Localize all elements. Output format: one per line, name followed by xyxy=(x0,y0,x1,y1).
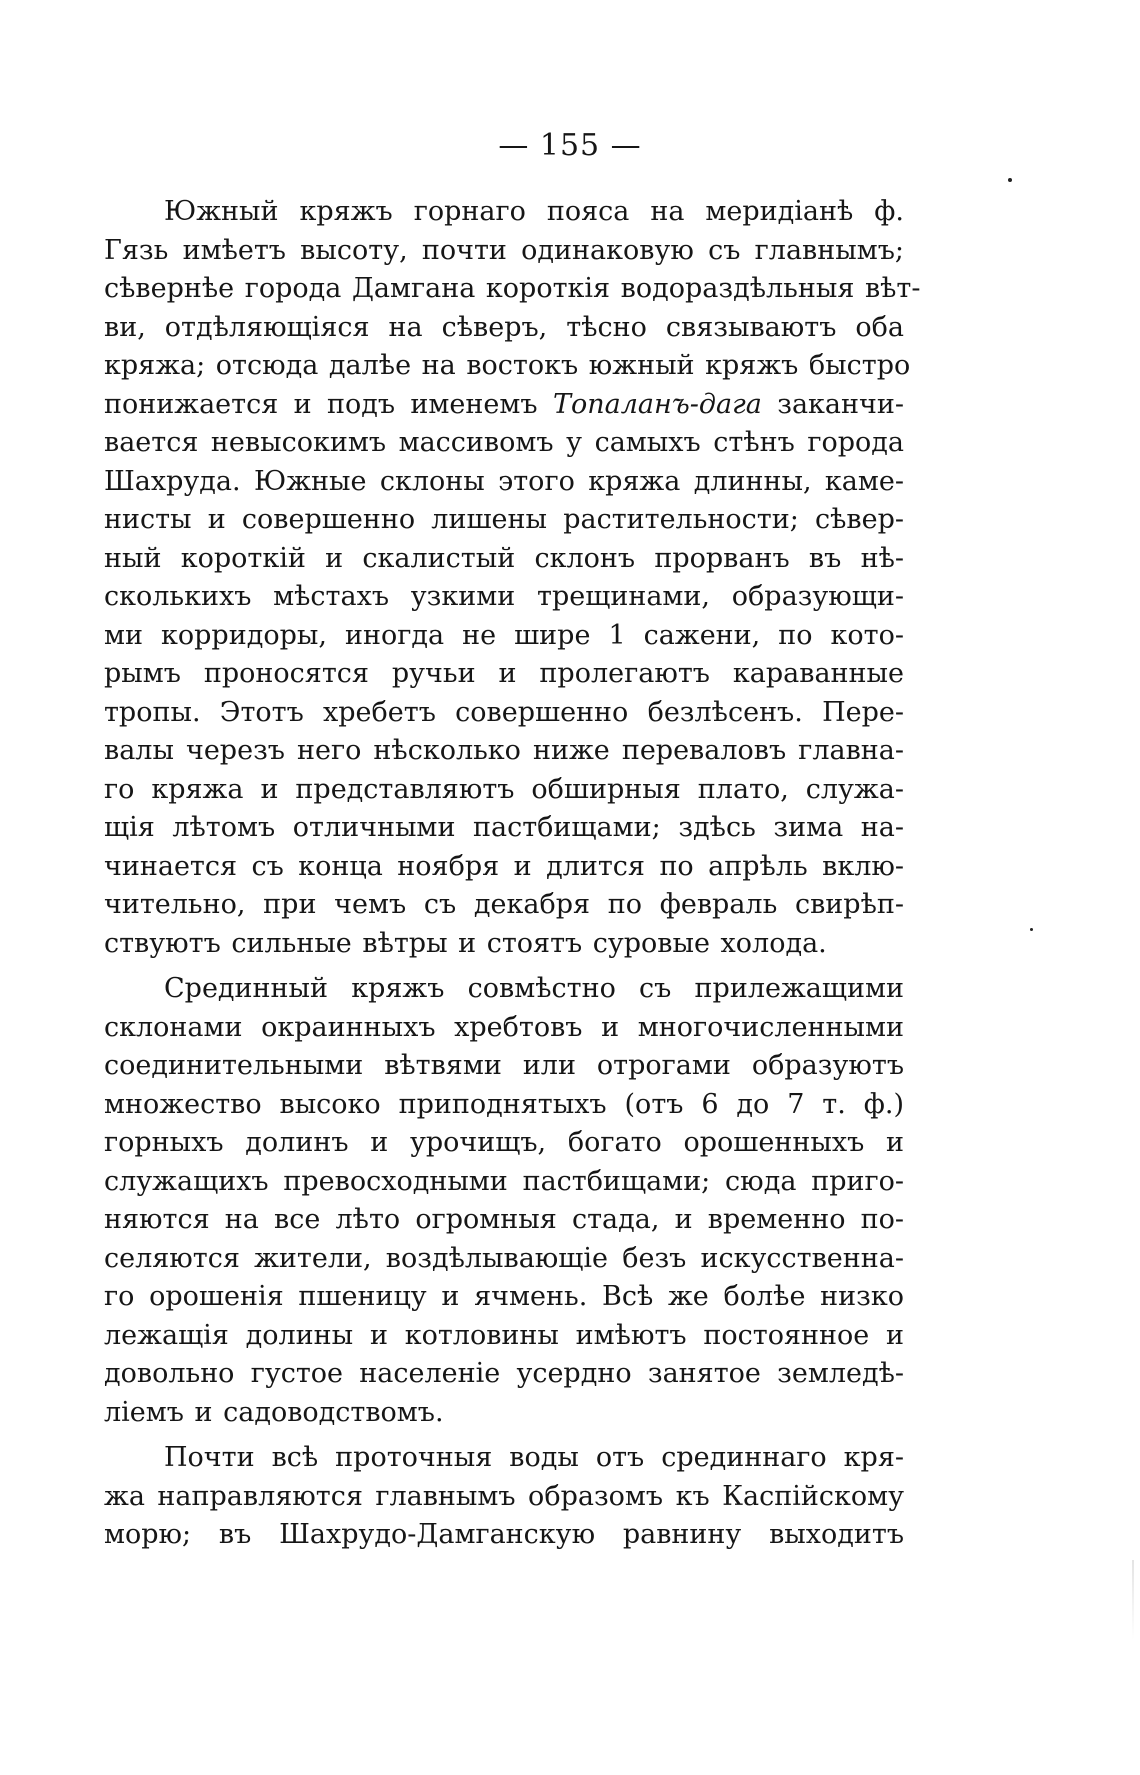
paragraph-3 xyxy=(104,1439,904,1555)
text-line: морю; въ Шахрудо-Дамганскую равнину выходитъ xyxy=(104,1519,904,1550)
text-line: го орошенія пшеницу и ячмень. Всѣ же болѣе низко xyxy=(104,1281,904,1312)
page-number: — 155 — xyxy=(498,128,642,163)
paragraph-1 xyxy=(104,193,921,963)
text-line: тропы. Этотъ хребетъ совершенно безлѣсенъ. Пере- xyxy=(104,696,904,728)
text-line: вается невысокимъ массивомъ у самыхъ стѣнъ города xyxy=(104,427,904,458)
text-line: няются на все лѣто огромныя стада, и временно по- xyxy=(104,1204,904,1235)
text-line: ви, отдѣляющіяся на сѣверъ, тѣсно связываютъ оба xyxy=(104,311,904,343)
text-line: Гязь имѣетъ высоту, почти одинаковую съ главнымъ; xyxy=(104,234,904,266)
text-line: Южный кряжъ горнаго пояса на меридіанѣ ф. xyxy=(164,196,904,227)
text-line: валы черезъ него нѣсколько ниже переваловъ главна- xyxy=(104,735,904,766)
text-line: ліемъ и садоводствомъ. xyxy=(104,1396,444,1428)
text-line: довольно густое населеніе усердно занятое земледѣ- xyxy=(104,1358,904,1389)
scan-speck xyxy=(1030,928,1033,931)
text-line: лежащія долины и котловины имѣютъ постоянное и xyxy=(104,1319,904,1351)
text-line: Почти всѣ проточныя воды отъ срединнаго кря- xyxy=(164,1442,904,1473)
text-line: ный короткій и скалистый склонъ прорванъ въ нѣ- xyxy=(104,542,904,574)
body-text xyxy=(104,193,921,1555)
italic-place-name: Топаланъ-дага xyxy=(552,388,762,420)
text-line: го кряжа и представляютъ обширныя плато, служа- xyxy=(104,773,904,805)
text-fragment: заканчи- xyxy=(761,388,904,420)
text-line: жа направляются главнымъ образомъ къ Каспійскому xyxy=(104,1480,904,1512)
text-line: служащихъ превосходными пастбищами; сюда приго- xyxy=(104,1165,904,1197)
text-line: Срединный кряжъ совмѣстно съ прилежащими xyxy=(164,973,904,1004)
text-line: горныхъ долинъ и урочищъ, богато орошенныхъ и xyxy=(104,1127,904,1158)
text-line: щія лѣтомъ отличными пастбищами; здѣсь зима на- xyxy=(104,812,904,843)
scan-edge-shadow xyxy=(1132,1560,1134,1640)
text-line: склонами окраинныхъ хребтовъ и многочисленными xyxy=(104,1011,904,1043)
text-line-with-italic xyxy=(104,386,904,425)
text-line: кряжа; отсюда далѣе на востокъ южный кряжъ быстро xyxy=(104,350,911,381)
text-line: ми корридоры, иногда не шире 1 сажени, по кото- xyxy=(104,619,904,651)
text-line: ствуютъ сильные вѣтры и стоятъ суровые холода. xyxy=(104,927,827,959)
text-line: Шахруда. Южные склоны этого кряжа длинны, каме- xyxy=(104,465,904,497)
paragraph-2 xyxy=(104,970,904,1432)
text-line: рымъ проносятся ручьи и пролегаютъ караванные xyxy=(104,658,904,689)
scan-speck xyxy=(1008,178,1012,182)
text-line: нисты и совершенно лишены растительности; сѣвер- xyxy=(104,504,904,535)
text-line: сѣвернѣе города Дамгана короткія водораздѣльныя вѣт- xyxy=(104,273,921,304)
text-line: чительно, при чемъ съ декабря по февраль свирѣп- xyxy=(104,889,904,920)
text-line: селяются жители, воздѣлывающіе безъ искусственна- xyxy=(104,1242,904,1274)
text-line: сколькихъ мѣстахъ узкими трещинами, образующи- xyxy=(104,581,904,612)
text-line: соединительными вѣтвями или отрогами образуютъ xyxy=(104,1050,904,1081)
text-line: множество высоко приподнятыхъ (отъ 6 до 7 т. ф.) xyxy=(104,1088,904,1120)
text-line: чинается съ конца ноября и длится по апрѣль вклю- xyxy=(104,850,904,882)
text-fragment: понижается и подъ именемъ xyxy=(104,388,553,420)
